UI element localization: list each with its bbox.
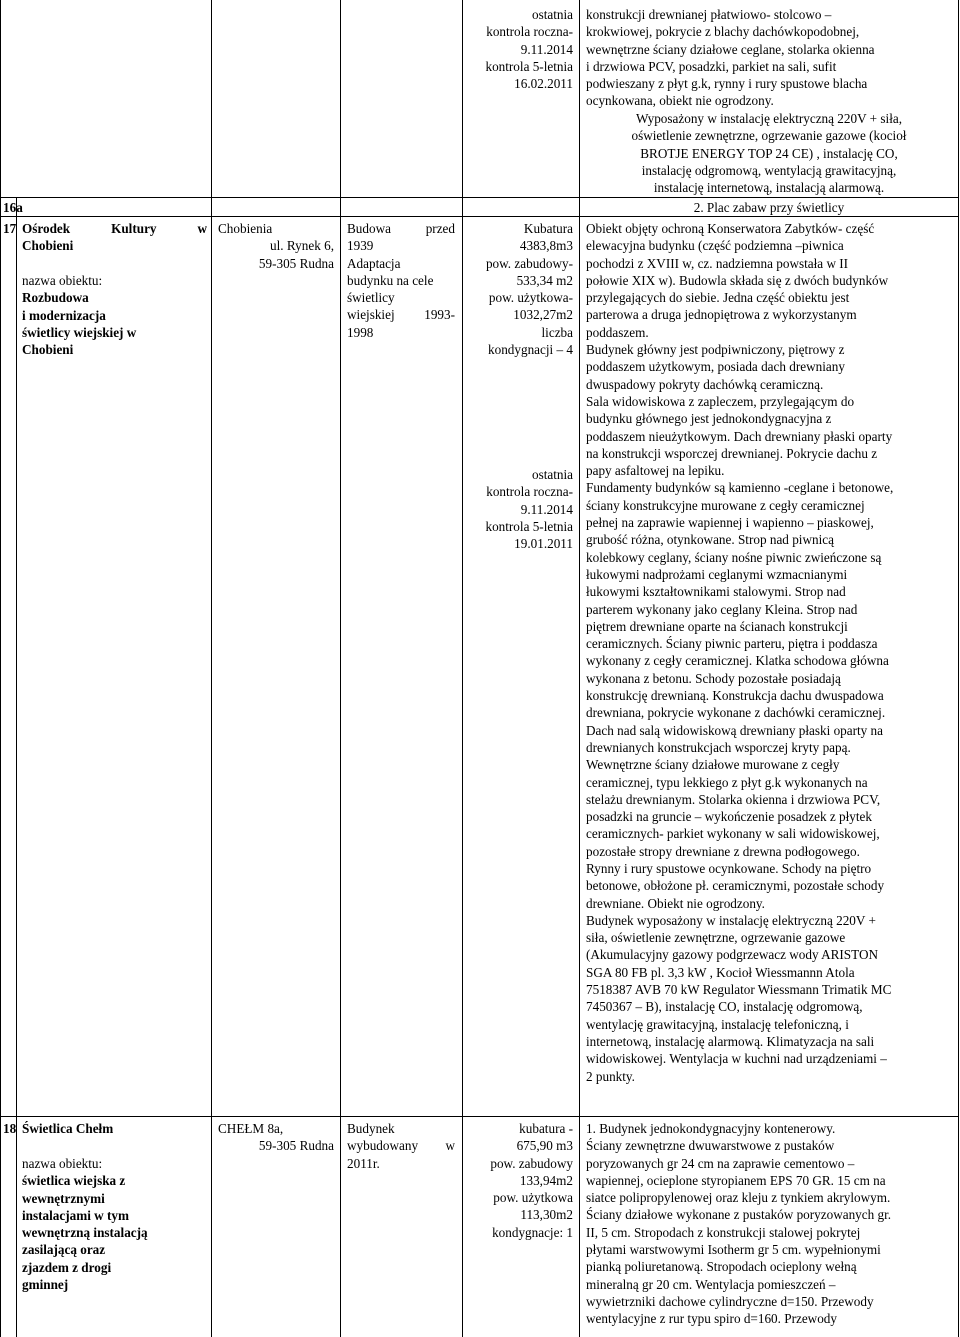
description-line: konstrukcji drewnianej płatwiowo- stolcowo – bbox=[586, 7, 832, 22]
description-line: i drzwiowa PCV, posadzki, parkiet na sali, sufit bbox=[586, 58, 837, 74]
description-line: poryzowanych gr 24 cm na zaprawie cementowo – bbox=[586, 1155, 855, 1171]
row18-history bbox=[347, 1120, 455, 1172]
object-line: instalacjami w tym bbox=[22, 1207, 129, 1223]
description-line: pełnej na zaprawie wapiennej i wapienno – piaskowej, bbox=[586, 515, 874, 531]
status-line: 19.01.2011 bbox=[514, 536, 573, 552]
params-line: pow. użytkowa bbox=[493, 1190, 573, 1206]
description-line: poddaszem użytkowym, posiada dach drewniany bbox=[586, 359, 845, 375]
object-line: świetlica wiejska z bbox=[22, 1173, 126, 1189]
description-line: pozostałe stropy drewniane z drewna podłogowego. bbox=[586, 843, 860, 859]
table-border-left bbox=[0, 0, 1, 1337]
description-line: oświetlenie zewnętrzne, ogrzewanie gazowe (kocioł bbox=[631, 128, 907, 144]
column-divider-lp bbox=[16, 197, 17, 1337]
description-line: Dach nad salą widowiskową drewniany płaski oparty na bbox=[586, 722, 884, 738]
description-line: ściany konstrukcyjne murowane z cegły ceramicznej bbox=[586, 497, 865, 513]
row17-history bbox=[347, 220, 455, 341]
history-line: 2011r. bbox=[347, 1155, 380, 1171]
description-line: parterowa a druga jednopiętrowa z wykorzystanym bbox=[586, 307, 857, 323]
object-line: zasilającą oraz bbox=[22, 1242, 106, 1258]
history-line: Budowa przed bbox=[347, 221, 455, 236]
row-divider-16a bbox=[0, 197, 959, 198]
description-line: piętrem drewniane oparte na ścianach konstrukcji bbox=[586, 618, 848, 634]
table-border-right bbox=[958, 0, 959, 1337]
address-line: CHEŁM 8a, bbox=[218, 1121, 284, 1136]
description-line: na konstrukcji wsporczej drewnianej. Pokrycie dachu z bbox=[586, 445, 878, 461]
description-line: połowie XIX w). Budowla składa się z dwóch budynków bbox=[586, 272, 889, 288]
description-line: Budynek główny jest podpiwniczony, piętrowy z bbox=[586, 342, 845, 358]
row-divider-18 bbox=[0, 1116, 959, 1117]
name-line: Świetlica Chełm bbox=[22, 1121, 114, 1136]
row18-object bbox=[22, 1155, 207, 1293]
description-line: 7518387 AVB 70 kW Regulator Wiessmann Trimatik MC bbox=[586, 982, 892, 998]
row16a-description bbox=[586, 6, 952, 110]
description-line: posadzki na gruncie – wykończenie posadzek z płytek bbox=[586, 809, 872, 825]
history-line: budynku na cele bbox=[347, 272, 434, 288]
description-line: wapiennej, ocieplone styropianem EPS 70 GR. 15 cm na bbox=[586, 1172, 886, 1188]
params-line: 133,94m2 bbox=[519, 1172, 573, 1188]
address-line: 59-305 Rudna bbox=[258, 255, 334, 271]
description-line: ceramicznej, typu lekkiego z płyt g.k wykonanych na bbox=[586, 774, 868, 790]
params-line: 113,30m2 bbox=[520, 1207, 573, 1223]
status-line: ostatnia bbox=[531, 467, 573, 482]
description-line: wykonany z cegły ceramicznej. Klatka schodowa główna bbox=[586, 653, 889, 669]
history-line: wybudowany w bbox=[347, 1138, 455, 1154]
params-line: 1032,27m2 bbox=[513, 307, 573, 323]
description-line: BROTJE ENERGY TOP 24 CE) , instalację CO, bbox=[640, 145, 898, 161]
row17-status bbox=[463, 466, 573, 552]
description-line: 2 punkty. bbox=[586, 1068, 635, 1084]
description-line: papy asfaltowej na lepiku. bbox=[586, 463, 725, 479]
params-line: kondygnacje: 1 bbox=[492, 1224, 573, 1240]
row17-description bbox=[586, 220, 952, 1085]
description-line: wywietrzniki dachowe cylindryczne d=150. Przewody bbox=[586, 1293, 874, 1309]
params-line: pow. zabudowy bbox=[490, 1155, 573, 1171]
description-line: siła, oświetlenie zewnętrzne, ogrzewanie gazowe bbox=[586, 930, 846, 946]
description-line: 7450367 – B), instalację CO, instalację odgromową, bbox=[586, 999, 863, 1015]
description-line: pochodzi z XVIII w, cz. nadziemna powstała w II bbox=[586, 255, 849, 271]
description-line: łukowymi nadprożami ceglanymi wzmacnianymi bbox=[586, 566, 848, 582]
row17-address bbox=[218, 220, 334, 272]
params-line: pow. użytkowa- bbox=[488, 290, 573, 306]
params-line: pow. zabudowy- bbox=[485, 255, 573, 271]
object-line: i modernizacja bbox=[22, 307, 106, 323]
object-label: nazwa obiektu: bbox=[22, 1156, 103, 1171]
row16a-lp: 16a bbox=[3, 200, 23, 215]
description-line: Rynny i rury spustowe ocynkowane. Schody na piętro bbox=[586, 860, 872, 876]
description-line: łukowymi kształtownikami stalowymi. Strop nad bbox=[586, 584, 846, 600]
status-line: kontrola 5-letnia bbox=[485, 518, 573, 534]
name-line: Ośrodek Kultury w bbox=[22, 221, 207, 236]
status-line: ostatnia bbox=[531, 7, 573, 22]
description-line: Ściany działowe wykonane z pustaków poryzowanych gr. bbox=[586, 1207, 892, 1223]
description-line: ocynkowana, obiekt nie ogrodzony. bbox=[586, 93, 774, 109]
row16a-status bbox=[463, 6, 573, 92]
description-line: drewnianych konstrukcjach wsporczej kryty papą. bbox=[586, 739, 851, 755]
status-line: kontrola roczna- bbox=[486, 24, 573, 40]
description-line: stelażu drewnianym. Stolarka okienna i drzwiowa PCV, bbox=[586, 791, 881, 807]
description-line: II, 5 cm. Stropodach z konstrukcji stalowej pokrytej bbox=[586, 1224, 861, 1240]
row17-lp: 17 bbox=[3, 221, 17, 236]
description-line: Obiekt objęty ochroną Konserwatora Zabytków- część bbox=[586, 221, 875, 236]
description-line: podwieszany z płyt g.k, rynny i rury spustowe blacha bbox=[586, 76, 868, 92]
description-line: wewnętrzne ściany działowe ceglane, stolarka okienna bbox=[586, 41, 875, 57]
description-line: mineralną gr 20 cm. Wentylacja pomieszczeń – bbox=[586, 1276, 836, 1292]
description-line: dwuspadowy pokryty dachówką ceramiczną. bbox=[586, 376, 824, 392]
description-line: grubość różna, otynkowane. Strop nad piwnicą bbox=[586, 532, 834, 548]
object-label: nazwa obiektu: bbox=[22, 273, 103, 288]
description-line: krokwiowej, pokrycie z blachy dachówkopodobnej, bbox=[586, 24, 860, 40]
row18-description bbox=[586, 1120, 952, 1328]
history-line: wiejskiej 1993- bbox=[347, 307, 455, 323]
params-line: Kubatura bbox=[523, 221, 573, 236]
description-line: ceramicznych. Ściany piwnic parteru, piętra i poddasza bbox=[586, 636, 878, 652]
params-line: 675,90 m3 bbox=[516, 1138, 573, 1154]
description-line: kolebkowy ceglany, ściany nośne piwnic zwieńczone są bbox=[586, 549, 882, 565]
object-line: Rozbudowa bbox=[22, 290, 89, 306]
description-line: budynku głównego jest jednokondygnacyjna z bbox=[586, 411, 832, 427]
params-line: 533,34 m2 bbox=[516, 272, 573, 288]
address-line: 59-305 Rudna bbox=[258, 1138, 334, 1154]
description-line: 1. Budynek jednokondygnacyjny kontenerowy. bbox=[586, 1121, 836, 1136]
description-line: siatce polipropylenowej oraz kleju z tynkiem akrylowym. bbox=[586, 1190, 891, 1206]
status-line: kontrola roczna- bbox=[486, 484, 573, 500]
object-line: wewnętrzną instalacją bbox=[22, 1225, 148, 1241]
description-line: internetową, instalację alarmową. Klimatyzacja na sali bbox=[586, 1033, 875, 1049]
params-line: liczba bbox=[541, 324, 573, 340]
description-line: instalację odgromową, wentylacją grawitacyjną, bbox=[641, 162, 897, 178]
object-line: świetlicy wiejskiej w bbox=[22, 324, 137, 340]
row17-name bbox=[22, 220, 207, 255]
history-line: Adaptacja bbox=[347, 255, 401, 271]
object-line: Chobieni bbox=[22, 342, 74, 358]
description-line: poddaszem. bbox=[586, 324, 649, 340]
params-line: kondygnacji – 4 bbox=[488, 342, 573, 358]
history-line: świetlicy bbox=[347, 290, 395, 306]
description-line: przylegających do siebie. Jedna część obiektu jest bbox=[586, 290, 850, 306]
params-line: 4383,8m3 bbox=[519, 238, 573, 254]
description-line: elewacyjna budynku (część podziemna –piwnica bbox=[586, 238, 844, 254]
address-line: Chobienia bbox=[218, 221, 273, 236]
status-line: kontrola 5-letnia bbox=[485, 58, 573, 74]
row18-lp: 18 bbox=[3, 1121, 17, 1136]
history-line: 1998 bbox=[347, 324, 374, 340]
address-line: ul. Rynek 6, bbox=[270, 238, 334, 254]
description-line: Ściany zewnętrzne dwuwarstwowe z pustaków bbox=[586, 1138, 835, 1154]
name-line: Chobieni bbox=[22, 238, 74, 254]
description-line: konstrukcję drewnianą. Konstrukcja dachu dwuspadowa bbox=[586, 688, 884, 704]
description-line: wentylacyjne z rur typu spiro d=160. Przewody bbox=[586, 1311, 837, 1327]
description-line: wentylację grawitacyjną, instalację telefoniczną, i bbox=[586, 1016, 849, 1032]
description-line: SGA 80 FB pl. 3,3 kW , Kocioł Wiessmannn Atola bbox=[586, 964, 855, 980]
description-line: drewniana, pokrycie wykonane z dachówki ceramicznej. bbox=[586, 705, 886, 721]
description-line: pianką poliuretanową. Stropodach ocieplony wełną bbox=[586, 1259, 857, 1275]
history-line: Budynek bbox=[347, 1121, 395, 1136]
description-line: Budynek wyposażony w instalację elektryczną 220V + bbox=[586, 912, 876, 928]
description-line: wykonana z betonu. Schody pozostałe posiadają bbox=[586, 670, 841, 686]
status-line: 9.11.2014 bbox=[520, 501, 573, 517]
description-line: ceramicznych- parkiet wykonany w sali widowiskowej, bbox=[586, 826, 880, 842]
description-line: Wyposażony w instalację elektryczną 220V + siła, bbox=[635, 111, 903, 126]
description-line: Fundamenty budynków są kamienno -ceglane i betonowe, bbox=[586, 480, 894, 496]
description-line: Sala widowiskowa z zapleczem, przylegającym do bbox=[586, 393, 855, 409]
description-line: widowiskowej. Wentylacja w kuchni nad urządzeniami – bbox=[586, 1051, 887, 1067]
column-divider-address bbox=[340, 0, 341, 1337]
row18-params bbox=[463, 1120, 573, 1241]
row16a-item-2: 2. Plac zabaw przy świetlicy bbox=[693, 200, 845, 215]
description-line: poddaszem nieużytkowym. Dach drewniany płaski oparty bbox=[586, 428, 893, 444]
column-divider-name bbox=[211, 0, 212, 1337]
object-line: zjazdem z drogi bbox=[22, 1259, 112, 1275]
description-line: płytami warstwowymi Isotherm gr 5 cm. wypełnionymi bbox=[586, 1242, 881, 1258]
params-line: kubatura - bbox=[519, 1121, 573, 1136]
row17-params bbox=[463, 220, 573, 358]
description-line: instalację internetową, instalacją alarmową. bbox=[653, 180, 885, 196]
object-line: gminnej bbox=[22, 1277, 69, 1293]
description-line: parterem wykonany jako ceglany Kleina. Strop nad bbox=[586, 601, 858, 617]
row18-address bbox=[218, 1120, 334, 1155]
description-line: betonowe, obłożone pł. ceramicznymi, pozostałe schody bbox=[586, 878, 885, 894]
object-line: wewnętrznymi bbox=[22, 1190, 105, 1206]
status-line: 16.02.2011 bbox=[514, 76, 573, 92]
status-line: 9.11.2014 bbox=[520, 41, 573, 57]
row18-name bbox=[22, 1120, 207, 1137]
description-line: drewniane. Obiekt nie ogrodzony. bbox=[586, 895, 765, 911]
row16a-description-equipment bbox=[580, 110, 958, 196]
description-line: (Akumulacyjny gazowy podgrzewacz wody ARISTON bbox=[586, 947, 879, 963]
row17-object bbox=[22, 272, 207, 358]
description-line: Wewnętrzne ściany działowe murowane z cegły bbox=[586, 757, 840, 773]
history-line: 1939 bbox=[347, 238, 374, 254]
